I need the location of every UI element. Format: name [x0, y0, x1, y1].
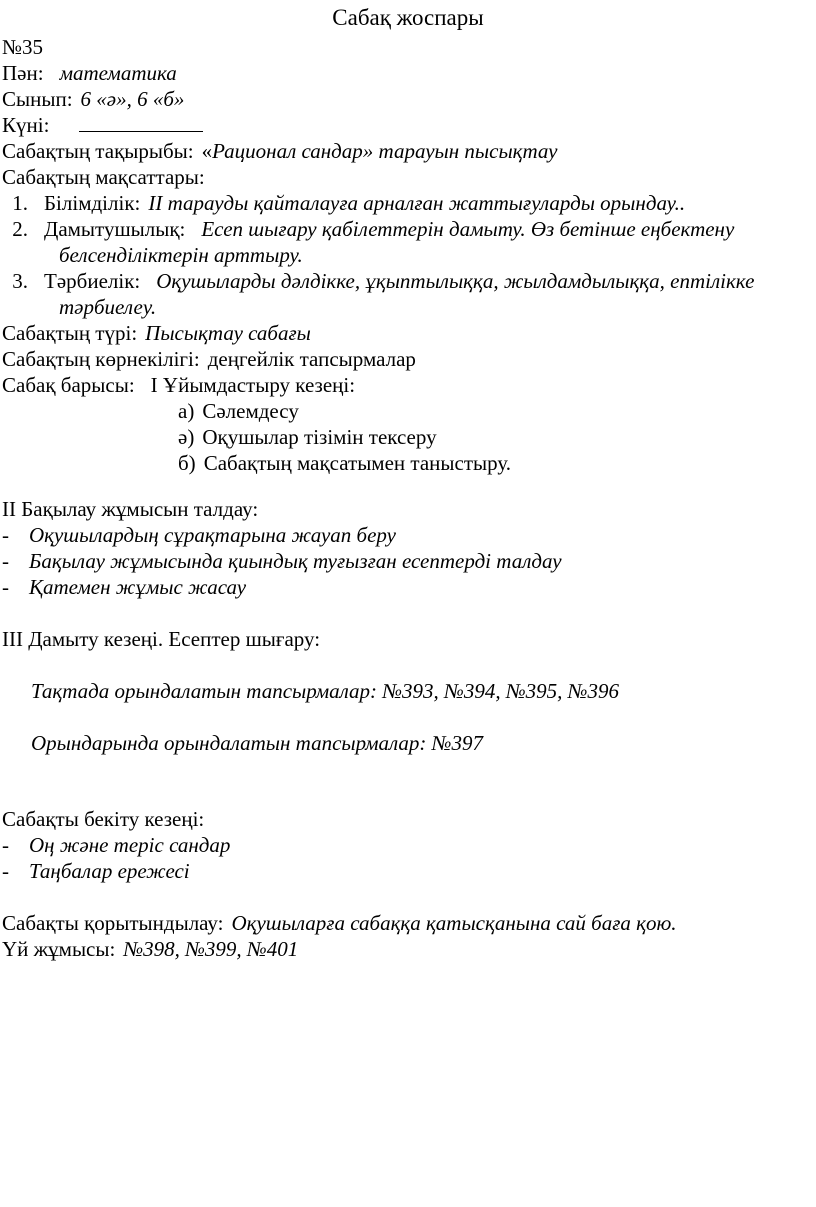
homework-row — [2, 936, 298, 962]
lesson-number: №35 — [2, 35, 44, 59]
homework-label: Үй жұмысы: — [2, 937, 116, 961]
stage1-item-a — [178, 398, 299, 424]
goal-text: Оқушыларды дәлдікке, ұқыптылыққа, жылдамдылыққа, ептілікке — [156, 269, 755, 293]
goal-label: Тәрбиелік: — [44, 269, 141, 293]
stage1-item-b — [178, 450, 511, 476]
item-text: Таңбалар ережесі — [29, 859, 190, 883]
topic-row — [2, 138, 557, 164]
seat-tasks: Орындарында орындалатын тапсырмалар: №397 — [31, 731, 483, 755]
consolidation-item — [2, 832, 230, 858]
goals-label: Сабақтың мақсаттары: — [2, 165, 205, 189]
dash-marker: - — [2, 523, 9, 547]
goal-label: Білімділік: — [44, 191, 141, 215]
dash-marker: - — [2, 859, 9, 883]
progress-label: Сабақ барысы: — [2, 373, 135, 397]
topic-open-quote: « — [201, 139, 213, 163]
stage2-label: II Бақылау жұмысын талдау: — [2, 497, 259, 521]
goal-label: Дамытушылық: — [44, 217, 186, 241]
item-text: Сәлемдесу — [202, 399, 299, 423]
date-row — [2, 112, 203, 138]
date-blank-line — [79, 113, 203, 132]
subject-row — [2, 60, 177, 86]
goal-number: 2. — [12, 217, 28, 241]
summary-row — [2, 910, 677, 936]
goal-item-1 — [4, 190, 685, 216]
summary-label: Сабақты қорытындылау: — [2, 911, 224, 935]
type-row — [2, 320, 311, 346]
visual-label: Сабақтың көрнекілігі: — [2, 347, 200, 371]
board-tasks: Тақтада орындалатын тапсырмалар: №393, №394, №395, №396 — [31, 679, 619, 703]
goal-number: 3. — [12, 269, 28, 293]
item-text: Бақылау жұмысында қиындық туғызған есептерді талдау — [29, 549, 562, 573]
consolidation-item — [2, 858, 190, 884]
item-text: Оң және теріс сандар — [29, 833, 231, 857]
goal-text: Есеп шығару қабілеттерін дамыту. Өз бетінше еңбектену — [201, 217, 735, 241]
subject-label: Пән: — [2, 61, 44, 85]
dash-marker: - — [2, 833, 9, 857]
visual-value: деңгейлік тапсырмалар — [207, 347, 416, 371]
progress-row — [2, 372, 355, 398]
homework-value: №398, №399, №401 — [123, 937, 299, 961]
type-label: Сабақтың түрі: — [2, 321, 138, 345]
goal-text-continuation: белсенділіктерін арттыру. — [59, 243, 303, 267]
type-value: Пысықтау сабағы — [145, 321, 311, 345]
item-text: Қатемен жұмыс жасау — [29, 575, 247, 599]
dash-marker: - — [2, 575, 9, 599]
item-text: Сабақтың мақсатымен таныстыру. — [203, 451, 511, 475]
topic-label: Сабақтың тақырыбы: — [2, 139, 194, 163]
goal-text-continuation: тәрбиелеу. — [59, 295, 157, 319]
item-text: Оқушылар тізімін тексеру — [202, 425, 437, 449]
topic-value: Рационал сандар» тарауын пысықтау — [212, 139, 558, 163]
stage1-label: I Ұйымдастыру кезеңі: — [150, 373, 356, 397]
goal-item-2 — [4, 216, 734, 242]
goal-number: 1. — [12, 191, 28, 215]
stage2-item — [2, 574, 246, 600]
item-marker: ә) — [178, 425, 195, 449]
item-marker: а) — [178, 399, 195, 423]
grade-value: 6 «ә», 6 «б» — [80, 87, 185, 111]
stage2-item — [2, 522, 396, 548]
consolidation-label: Сабақты бекіту кезеңі: — [2, 807, 205, 831]
goal-text: II тарауды қайталауға арналған жаттығуларды орындау.. — [148, 191, 686, 215]
grade-label: Сынып: — [2, 87, 73, 111]
date-label: Күні: — [2, 113, 50, 137]
summary-value: Оқушыларға сабаққа қатысқанына сай баға қою. — [231, 911, 677, 935]
stage1-item-ae — [178, 424, 437, 450]
subject-value: математика — [59, 61, 177, 85]
grade-row — [2, 86, 184, 112]
dash-marker: - — [2, 549, 9, 573]
visual-row — [2, 346, 416, 372]
goal-item-3 — [4, 268, 754, 294]
item-marker: б) — [178, 451, 196, 475]
item-text: Оқушылардың сұрақтарына жауап беру — [29, 523, 396, 547]
page-title: Сабақ жоспары — [332, 5, 484, 30]
stage2-item — [2, 548, 562, 574]
stage3-label: III Дамыту кезеңі. Есептер шығару: — [2, 627, 321, 651]
